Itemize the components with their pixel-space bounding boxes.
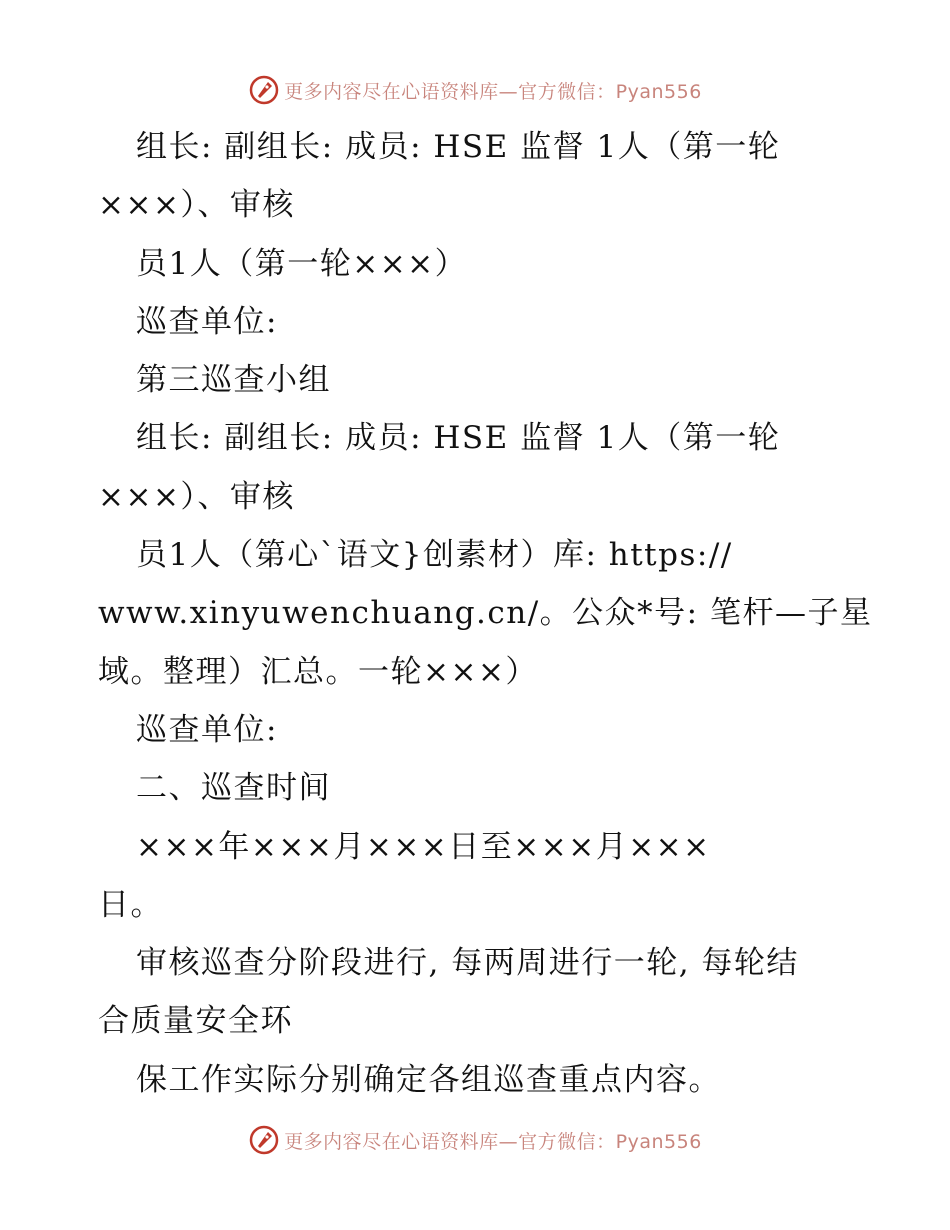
text-line: 合质量安全环 bbox=[98, 1003, 293, 1040]
text-line: 巡查单位: bbox=[136, 303, 278, 340]
text-line: 巡查单位: bbox=[136, 711, 278, 748]
watermark-text: 更多内容尽在心语资料库—官方微信：Pyan556 bbox=[284, 80, 702, 103]
footer-watermark bbox=[0, 1120, 950, 1160]
text-line: ×××）、审核 bbox=[98, 478, 295, 515]
section-heading: 二、巡查时间 bbox=[136, 770, 331, 807]
text-line: 日。 bbox=[98, 886, 163, 923]
text-line: 组长: 副组长: 成员: HSE 监督 1人（第一轮 bbox=[136, 420, 781, 457]
document-body bbox=[98, 118, 873, 1109]
text-line: 员1人（第一轮×××） bbox=[136, 245, 468, 282]
pen-nib-logo-icon bbox=[248, 1124, 280, 1156]
text-line: ×××年×××月×××日至×××月××× bbox=[136, 828, 711, 865]
text-line: 组长: 副组长: 成员: HSE 监督 1人（第一轮 bbox=[136, 129, 781, 165]
section-heading: 第三巡查小组 bbox=[136, 362, 331, 399]
text-line: www.xinyuwenchuang.cn/。公众*号: 笔杆—子星 bbox=[98, 595, 873, 632]
text-line: 保工作实际分别确定各组巡查重点内容。 bbox=[136, 1061, 721, 1098]
header-watermark bbox=[0, 70, 950, 110]
text-line: 审核巡查分阶段进行, 每两周进行一轮, 每轮结 bbox=[136, 945, 799, 982]
text-line: 员1人（第心`语文}创素材）库: https:// bbox=[136, 537, 733, 574]
pen-nib-logo-icon bbox=[248, 74, 280, 106]
watermark-text: 更多内容尽在心语资料库—官方微信：Pyan556 bbox=[284, 1130, 702, 1153]
text-line: 域。整理）汇总。一轮×××） bbox=[98, 653, 538, 690]
text-line: ×××）、审核 bbox=[98, 187, 295, 224]
